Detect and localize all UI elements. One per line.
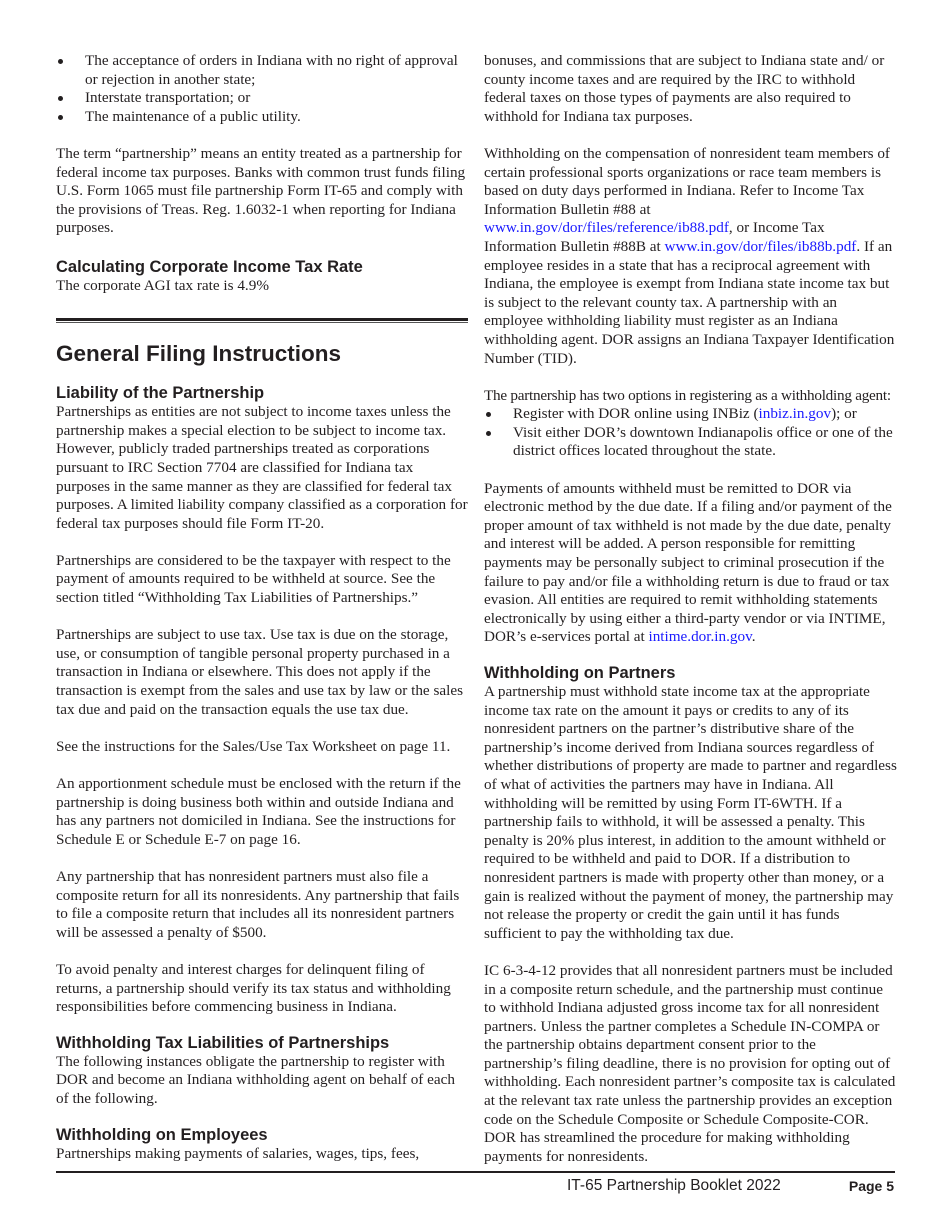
liability-paragraph: Partnerships are subject to use tax. Use tax is due on the storage, use, or consumption of tangible personal property purchased in a transaction in Indiana or elsewhere. This does not apply if the transaction is exempt from the sales and use tax by law or the sales tax due and paid on the transaction equals the use tax due.: [56, 626, 463, 718]
footer-page-number: Page 5: [848, 1178, 894, 1194]
liability-paragraph: To avoid penalty and interest charges for delinquent filing of returns, a partnership should verify its tax status and withholding responsibilities before commencing business in Indiana.: [56, 960, 451, 1016]
liability-paragraph: Any partnership that has nonresident partners must also file a composite return for all its nonresidents. Any partnership that fails to file a composite return that includes all its nonresident partners will be assessed a penalty of $500.: [56, 867, 460, 941]
option-text: ); or: [831, 405, 857, 423]
bullet-item: The maintenance of a public utility.: [56, 108, 468, 127]
liability-paragraph: Partnerships as entities are not subject to income taxes unless the partnership makes a special election to be subject to income tax. However, publicly traded partnerships treated as corporations pursuant to IRC Section 7704 are classified for Indiana tax purposes in the same manner as they are classified for federal tax purposes. A limited liability company classified as a corporation for federal tax purposes should file Form IT-20.: [56, 403, 468, 532]
liability-paragraph: An apportionment schedule must be enclosed with the return if the partnership is doing business both within and outside Indiana and has any partners not domiciled in Indiana. See the instructions for Schedule E or Schedule E-7 on page 16.: [56, 775, 461, 848]
payments-text: .: [751, 628, 756, 646]
bullet-item: The acceptance of orders in Indiana with no right of approval or rejection in another state;: [56, 52, 468, 89]
payments-text: Payments of amounts withheld must be remitted to DOR via electronic method by the due date. If a filing and/or payment of the proper amount of tax withheld is not made by the due date, penalty and interest will be added. A person responsible for remitting payments may be personally subject to criminal prosecution if the failure to pay and/or file a withholding return is due to fraud or tax evasion. All entities are required to remit withholding statements electronically by using either a third-party vendor or via INTIME, DOR’s e-services portal at: [484, 479, 892, 646]
inbiz-link[interactable]: inbiz.in.gov: [758, 405, 832, 423]
liability-paragraph: See the instructions for the Sales/Use Tax Worksheet on page 11.: [56, 737, 451, 755]
team-members-text: , or Income Tax Information Bulletin #88B at: [484, 219, 825, 255]
partners-paragraph: A partnership must withhold state income tax at the appropriate income tax rate on the amount it pays or credits to any of its nonresident partners on the partner’s distributive share of the partnership’s income derived from Indiana sources regardless of whether distributions of property are made to partner and regardless of what of activities the partners may have in Indiana. All withholding will be remitted by using Form IT-6WTH. If a partnership fails to withhold, it will be assessed a penalty. This penalty is 20% plus interest, in addition to the amount withheld or required to be withheld and paid to DOR. If a distribution to nonresident partners is made with property other than money, or a gain is realized without the payment of money, the partnership may not release the property or credit the gain until it has funds sufficient to pay the withholding tax due.: [484, 683, 897, 942]
team-members-text: Withholding on the compensation of nonresident team members of certain professional sports organizations or race team members is based on duty days performed in Indiana. Refer to Income Tax Information Bulletin #88 at: [484, 144, 890, 218]
corp-rate-heading: Calculating Corporate Income Tax Rate: [56, 257, 363, 276]
option-text: Register with DOR online using INBiz (: [513, 405, 759, 423]
liability-paragraph: Partnerships are considered to be the taxpayer with respect to the payment of amounts required to be withheld at source. See the section titled “Withholding Tax Liabilities of Partnerships.”: [56, 551, 451, 607]
employees-text: Partnerships making payments of salaries, wages, tips, fees,: [56, 1144, 420, 1162]
ib88-link[interactable]: www.in.gov/dor/files/reference/ib88.pdf: [484, 219, 729, 237]
partnership-definition-paragraph: The term “partnership” means an entity treated as a partnership for federal income tax purposes. Banks with common trust funds filing U.S. Form 1065 must file partnership Form IT-65 and comply with the provisions of Treas. Reg. 1.6032-1 when reporting for Indiana purposes.: [56, 144, 466, 237]
bullet-item: [484, 405, 898, 424]
employees-text-continued: bonuses, and commissions that are subject to Indiana state and/ or county income taxes and are required by the IRC to withhold federal taxes on those types of payments are also required to withhold for Indiana tax purposes.: [484, 52, 885, 125]
left-column: [56, 52, 468, 1163]
corp-rate-text: The corporate AGI tax rate is 4.9%: [56, 276, 269, 294]
footer-booklet-title: IT-65 Partnership Booklet 2022: [567, 1177, 781, 1194]
employees-heading: Withholding on Employees: [56, 1125, 268, 1144]
intro-bullet-list: [56, 52, 468, 126]
options-intro: The partnership has two options in registering as a withholding agent:: [484, 386, 891, 404]
intime-link[interactable]: intime.dor.in.gov: [648, 628, 752, 646]
divider-thick-line: [56, 318, 468, 321]
team-members-text: . If an employee resides in a state that has a reciprocal agreement with Indiana, the employee is exempt from Indiana state income tax but is subject to the relevant county tax. A partnership with an employee withholding liability must register as an Indiana withholding agent. DOR assigns an Indiana Taxpayer Identification Number (TID).: [484, 237, 895, 367]
partners-paragraph: IC 6-3-4-12 provides that all nonresident partners must be included in a composite return schedule, and the partnership must continue to withhold Indiana adjusted gross income tax for all nonresident partners. Unless the partner completes a Schedule IN-COMPA or the partnership obtains department consent prior to the partnership’s filing deadline, there is no provision for opting out of withholding. Each nonresident partner’s composite tax is calculated at the relevant tax rate unless the partnership provides an exception code on the Schedule Composite or Schedule Composite-COR. DOR has streamlined the procedure for making withholding payments for nonresidents.: [484, 961, 896, 1165]
options-bullet-list: [484, 405, 898, 461]
right-column: [484, 52, 898, 1166]
section-title: General Filing Instructions: [56, 341, 342, 367]
bullet-item: Visit either DOR’s downtown Indianapolis office or one of the district offices located throughout the state.: [484, 424, 898, 461]
footer-rule: [56, 1171, 895, 1173]
section-divider: [56, 318, 468, 324]
bullet-item: Interstate transportation; or: [56, 89, 468, 108]
withholding-liabilities-text: The following instances obligate the partnership to register with DOR and become an Indiana withholding agent on behalf of each of the following.: [56, 1052, 455, 1107]
payments-paragraph: [484, 480, 898, 647]
partners-heading: Withholding on Partners: [484, 664, 676, 682]
divider-thin-line: [56, 322, 468, 323]
team-members-paragraph: [484, 145, 898, 368]
ib88b-link[interactable]: www.in.gov/dor/files/ib88b.pdf: [664, 237, 857, 255]
withholding-liabilities-heading: Withholding Tax Liabilities of Partnerships: [56, 1033, 390, 1052]
liability-heading: Liability of the Partnership: [56, 384, 265, 403]
